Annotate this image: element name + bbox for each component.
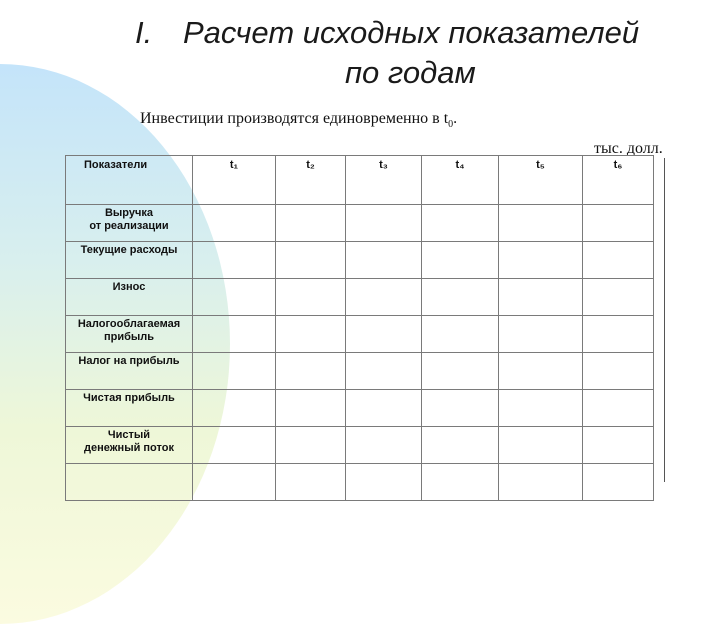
- table-header-row: [66, 156, 654, 205]
- table-cell: [193, 353, 276, 390]
- table-row: [66, 464, 654, 501]
- investment-note-subscript: 0: [448, 119, 454, 131]
- header-period-2: t₂: [276, 156, 346, 205]
- indicators-table-container: [65, 155, 654, 501]
- row-label: Выручка от реализации: [66, 205, 193, 242]
- table-cell: [346, 316, 422, 353]
- table-cell: [499, 205, 583, 242]
- table-row: [66, 316, 654, 353]
- table-cell: [422, 279, 499, 316]
- table-cell: [422, 242, 499, 279]
- title-text-1: Расчет исходных показателей: [183, 15, 640, 50]
- table-cell: [276, 205, 346, 242]
- table-cell: [193, 427, 276, 464]
- table-cell: [276, 464, 346, 501]
- table-cell: [193, 464, 276, 501]
- table-cell: [276, 279, 346, 316]
- table-row: [66, 427, 654, 464]
- table-cell: [422, 353, 499, 390]
- table-cell: [422, 464, 499, 501]
- table-cell: [346, 390, 422, 427]
- units-label: тыс. долл.: [594, 140, 663, 157]
- row-label: Чистый денежный поток: [66, 427, 193, 464]
- table-cell: [276, 316, 346, 353]
- table-cell: [422, 427, 499, 464]
- table-cell: [583, 316, 654, 353]
- table-cell: [346, 205, 422, 242]
- right-border-line: [664, 158, 665, 482]
- title-line-1: [135, 14, 639, 51]
- table-cell: [346, 464, 422, 501]
- table-cell: [583, 390, 654, 427]
- table-cell: [499, 390, 583, 427]
- table-cell: [583, 279, 654, 316]
- header-period-5: t₅: [499, 156, 583, 205]
- investment-note-end: .: [453, 110, 458, 127]
- table-cell: [276, 242, 346, 279]
- table-cell: [499, 464, 583, 501]
- header-period-4: t₄: [422, 156, 499, 205]
- table-cell: [499, 279, 583, 316]
- table-cell: [346, 427, 422, 464]
- table-cell: [346, 279, 422, 316]
- table-cell: [276, 427, 346, 464]
- table-cell: [583, 242, 654, 279]
- row-label: [66, 464, 193, 501]
- table-cell: [193, 242, 276, 279]
- header-indicators: Показатели: [66, 156, 193, 205]
- table-cell: [193, 316, 276, 353]
- header-period-6: t₆: [583, 156, 654, 205]
- table-row: [66, 279, 654, 316]
- table-cell: [583, 427, 654, 464]
- table-cell: [499, 427, 583, 464]
- table-cell: [583, 464, 654, 501]
- table-row: [66, 205, 654, 242]
- table-row: [66, 242, 654, 279]
- table-cell: [193, 205, 276, 242]
- table-cell: [346, 242, 422, 279]
- row-label: Налог на прибыль: [66, 353, 193, 390]
- table-cell: [499, 316, 583, 353]
- table-cell: [499, 353, 583, 390]
- table-cell: [583, 205, 654, 242]
- header-period-3: t₃: [346, 156, 422, 205]
- table-cell: [422, 316, 499, 353]
- table-row: [66, 390, 654, 427]
- investment-note: [140, 110, 457, 130]
- table-row: [66, 353, 654, 390]
- row-label: Текущие расходы: [66, 242, 193, 279]
- title-line-2: по годам: [345, 55, 476, 90]
- row-label: Износ: [66, 279, 193, 316]
- table-cell: [276, 353, 346, 390]
- row-label: Налогооблагаемая прибыль: [66, 316, 193, 353]
- indicators-table: [65, 155, 654, 501]
- table-cell: [193, 279, 276, 316]
- table-cell: [346, 353, 422, 390]
- investment-note-text: Инвестиции производятся единовременно в t: [140, 110, 449, 127]
- table-cell: [276, 390, 346, 427]
- table-cell: [583, 353, 654, 390]
- table-cell: [499, 242, 583, 279]
- row-label: Чистая прибыль: [66, 390, 193, 427]
- table-cell: [422, 390, 499, 427]
- table-cell: [193, 390, 276, 427]
- header-period-1: t₁: [193, 156, 276, 205]
- table-cell: [422, 205, 499, 242]
- section-number: I.: [135, 15, 153, 50]
